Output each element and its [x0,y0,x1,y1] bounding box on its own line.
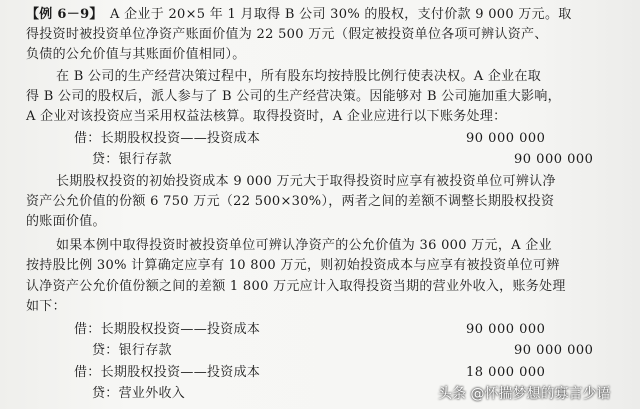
journal-entry-credit: 贷：银行存款 [92,152,172,167]
paragraph-line: 的账面价值。 [26,214,106,229]
paragraph-line: 认净资产公允价值份额之间的差额 1 800 万元应计入取得投资当期的营业外收入，账务处理 [26,279,566,294]
paragraph-line: 得投资时被投资单位净资产账面价值为 22 500 万元（假定被投资单位各项可辨认资产、 [26,27,548,42]
journal-entry-credit: 贷：营业外收入 [92,386,186,401]
paragraph-line: 在 B 公司的生产经营决策过程中，所有股东均按持股比例行使表决权。A 企业在取 [56,69,542,84]
journal-entry-debit: 借：长期股权投资——投资成本 [74,365,261,380]
journal-amount: 90 000 000 [514,152,594,167]
paragraph-line: 得 B 公司的股权后，派人参与了 B 公司的生产经营决策。因能够对 B 公司施加重大影响， [26,89,561,104]
paragraph-line: 负债的公允价值与其账面价值相同）。 [26,47,246,62]
journal-amount: 18 000 000 [466,365,546,380]
journal-entry-credit: 贷：银行存款 [92,343,172,358]
watermark: 头条 @怀揣梦想的寡言少语 [438,386,611,402]
example-title: 【例 6－9】 [26,7,103,22]
journal-amount: 90 000 000 [514,343,594,358]
journal-entry-debit: 借：长期股权投资——投资成本 [74,131,261,146]
journal-amount: 90 000 000 [466,322,546,337]
journal-amount: 90 000 000 [466,131,546,146]
journal-entry-debit: 借：长期股权投资——投资成本 [74,322,261,337]
paragraph-line: 如果本例中取得投资时被投资单位可辨认净资产的公允价值为 36 000 万元，A 企业 [56,238,552,253]
paragraph-line: A 企业于 20×5 年 1 月取得 B 公司 30% 的股权，支付价款 9 000 万元。取 [110,7,572,22]
paragraph-line: A 企业对该投资应当采用权益法核算。取得投资时，A 企业应进行以下账务处理： [26,109,507,124]
paragraph-line: 资产公允价值的份额 6 750 万元（22 500×30%），两者之间的差额不调整长期股权投资 [26,194,555,209]
paragraph-line: 如下： [26,299,66,314]
paragraph-line: 按持股比例 30% 计算确定应享有 10 800 万元，则初始投资成本与应享有被投资单位可辨 [26,258,560,273]
paragraph-line: 长期股权投资的初始投资成本 9 000 万元大于取得投资时应享有被投资单位可辨认净 [56,174,556,189]
